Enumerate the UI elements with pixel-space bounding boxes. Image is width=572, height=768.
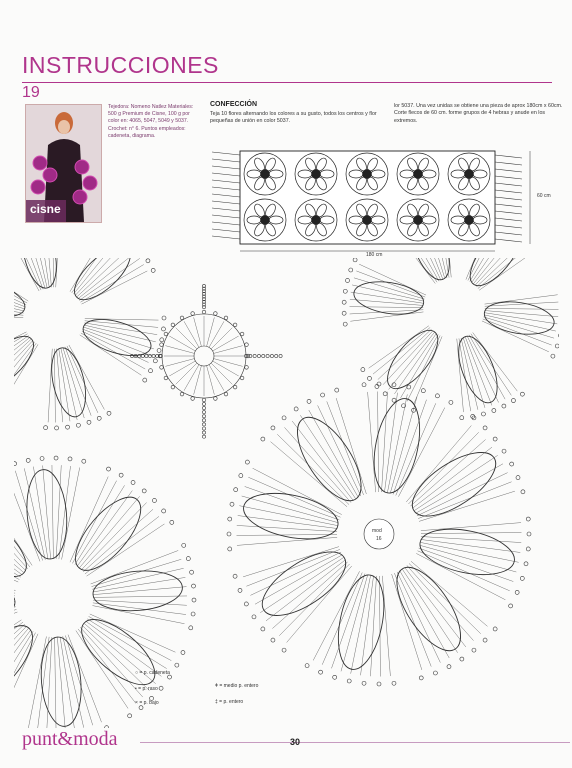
materials-text: Tejedora: Nomeno Natlez Materiales: 500 g Premium de Cisne, 100 g por color en: 4065, 5047, 5049 y 5037. Crochet: n° 6. Puntos empleados: cadeneta, diagrama. bbox=[108, 104, 194, 139]
section-title: CONFECCIÓN bbox=[210, 101, 258, 108]
legend-symbol: ○ bbox=[135, 670, 139, 676]
footer-logo: punt&moda bbox=[22, 728, 118, 750]
legend-symbol: ‡ bbox=[215, 699, 218, 705]
legend-label: = p. bajo bbox=[139, 700, 159, 706]
height-label: 60 cm bbox=[537, 193, 551, 199]
scarf-schematic bbox=[210, 141, 540, 256]
instructions-paragraph-1: Teja 10 flores alternando los colores a su gusto, todos los centros y flor pequeñas de unión en color 5037. bbox=[210, 111, 377, 125]
legend-item-cadeneta bbox=[135, 670, 170, 676]
width-label: 180 cm bbox=[366, 252, 383, 258]
crochet-chart bbox=[14, 258, 559, 728]
footer-rule bbox=[140, 742, 570, 743]
legend-item-raso bbox=[135, 686, 158, 692]
page-number: 30 bbox=[290, 737, 301, 747]
legend-label: = p. entero bbox=[219, 699, 244, 705]
legend-item-bajo bbox=[135, 700, 159, 706]
legend-label: = medio p. entero bbox=[219, 683, 259, 689]
legend-item-entero bbox=[215, 699, 243, 705]
page-title: INSTRUCCIONES bbox=[22, 52, 219, 78]
instructions-paragraph-2: lor 5037. Una vez unidas se obtiene una pieza de aprox 180cm x 60cm. Corte flecos de 60 cm. forme grupos de 4 hebras y anude en los extremos. bbox=[394, 103, 563, 124]
legend-label: = p. cadeneta bbox=[139, 670, 170, 676]
legend-label: = p. raso bbox=[138, 686, 158, 692]
title-rule bbox=[22, 82, 552, 83]
brand-logo: cisne bbox=[30, 202, 61, 216]
chart-center-ring bbox=[364, 519, 394, 549]
legend-symbol: ǂ bbox=[215, 683, 218, 689]
chart-center-label-2: 16 bbox=[376, 536, 382, 542]
legend-item-medio-entero bbox=[215, 683, 258, 689]
legend-symbol: × bbox=[135, 700, 138, 706]
legend-symbol: • bbox=[135, 686, 137, 692]
pattern-number: 19 bbox=[22, 84, 40, 101]
chart-center-label-1: mod bbox=[372, 528, 382, 534]
